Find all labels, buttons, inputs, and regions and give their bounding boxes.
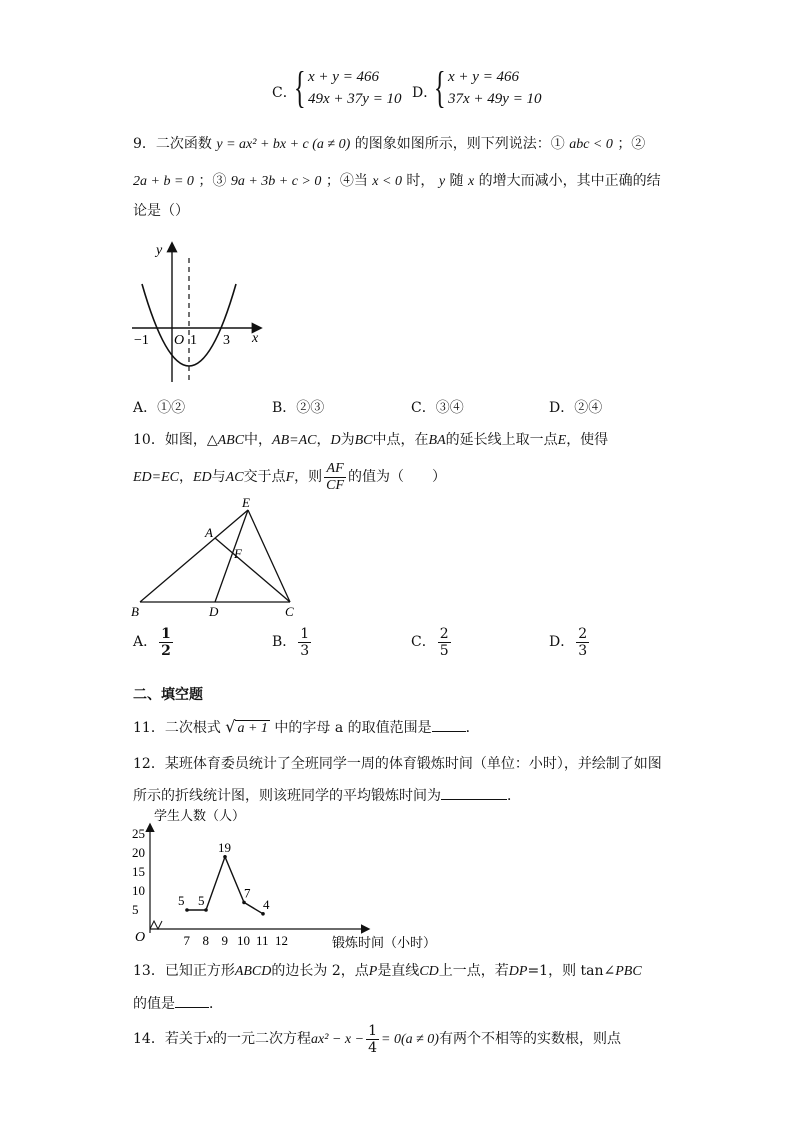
q8-option-d-system [448,66,542,110]
brace-icon: { [434,63,446,112]
q14-text: 的一元二次方程 [213,1031,312,1047]
q9-formula: y = ax² + bx + c (a ≠ 0) [216,137,351,152]
option-label: B． [272,634,297,650]
data-point [223,855,227,859]
fraction-numerator: AF [324,461,346,478]
origin-label: O [174,333,185,348]
axis-break-icon [150,921,162,929]
q10-text: 与 [211,469,226,485]
q11-line [133,717,480,739]
q9-var-y: y [438,174,446,189]
q11-text: 中的字母 a 的取值范围是 [274,720,432,736]
q12-line1: 12．某班体育委员统计了全班同学一周的体育锻炼时间（单位：小时），并绘制了如图 [133,756,662,772]
q9-text: ；④当 [325,173,368,189]
q10-point-e: E [557,433,567,448]
q8-option-c-system [308,66,402,110]
x-tick-label: 10 [237,933,250,948]
y-axis-label: y [156,243,163,258]
q10-ratio-fraction [324,461,346,494]
option-label: C． [411,634,436,650]
y-tick-label: 10 [132,883,145,898]
brace-icon: { [294,63,306,112]
q10-option-a[interactable] [133,624,175,660]
fraction-numerator: 2 [439,625,449,642]
q13-text: 的值是 [133,996,175,1012]
x-tick-label: 7 [183,933,190,948]
q10-triangle: △ABC [206,433,245,448]
q10-text: 为 [340,432,355,448]
q13-square: ABCD [234,964,272,979]
q14-line1 [133,1021,621,1058]
q9-condition: x < 0 [372,174,402,189]
q9-text: ；② [617,136,646,152]
x-tick-label: 9 [221,933,228,948]
option-fraction [298,626,311,659]
q12-text: ． [507,788,521,804]
label-b: B [131,604,139,619]
q13-angle: PBC [615,964,642,979]
q8-option-d-eq2: 37x + 49y = 10 [448,91,542,107]
q9-option-d[interactable]: D．②④ [549,400,603,416]
q13-text: 的边长为 2，点 [271,963,369,979]
data-label: 4 [263,896,270,912]
q10-text: 中点，在 [372,432,429,448]
option-fraction [159,626,173,659]
y-tick-label: 20 [132,845,145,860]
q10-text: ， [179,469,193,485]
q10-segment-bc: BC [354,433,373,448]
q9-parabola-graph [128,238,268,388]
q12-text: 所示的折线统计图，则该班同学的平均锻炼时间为 [133,788,441,804]
q13-line-cd: CD [419,964,439,979]
fraction-denominator: 4 [368,1039,377,1056]
fraction-numerator: 1 [368,1022,377,1039]
q9-text: 的图象如图所示，则下列说法：① [354,136,565,152]
q10-text: 10．如图， [133,432,207,448]
q8-option-d-eq1: x + y = 466 [448,69,520,85]
data-point [204,908,208,912]
q10-given: ED=EC [133,470,179,485]
q10-text: 的值为（ ） [348,469,447,485]
q9-statement-2: 2a + b = 0 [133,174,194,189]
data-point [185,908,189,912]
tick-3: 3 [223,333,230,348]
q13-line2 [133,993,223,1014]
q14-fraction [366,1023,379,1056]
label-f: F [234,546,242,561]
q14-equation: = 0(a ≠ 0) [381,1032,439,1047]
q9-option-a[interactable]: A．①② [133,400,186,416]
q14-text: 14．若关于 [133,1031,207,1047]
q9-var-x: x [467,174,475,189]
q13-answer-blank[interactable] [175,993,209,1008]
option-label: A． [133,634,158,650]
q9-line2 [133,171,661,192]
q11-text: 11．二次根式 [133,720,221,736]
q13-text: 是直线 [377,963,420,979]
x-tick-label: 8 [202,933,209,948]
q9-option-b[interactable]: B．②③ [272,400,325,416]
fraction-numerator: 1 [161,625,171,642]
chart-xlabel: 锻炼时间（小时） [332,935,437,950]
chart-origin: O [135,930,146,945]
q12-answer-blank[interactable] [441,785,507,800]
radical-sign-icon: √ [225,717,236,736]
label-d: D [209,604,219,619]
q10-text: 中， [244,432,273,448]
q13-text: ． [209,996,223,1012]
q10-line1 [133,430,608,451]
fraction-denominator: 5 [439,642,449,659]
option-fraction [576,626,589,659]
data-label: 7 [244,885,251,901]
q10-segment-ba: BA [428,433,446,448]
q10-text: ， [316,432,331,448]
q9-statement-1: abc < 0 [569,137,613,152]
q10-text: ，则 [294,469,323,485]
q12-line-chart [128,803,448,953]
fraction-denominator: 3 [300,642,310,659]
q8-option-d-label: D． [412,85,438,101]
q10-point-f: F [285,470,295,485]
q9-text: 随 [449,173,464,189]
q13-text: 上一点，若 [438,963,509,979]
q10-option-c[interactable] [411,624,453,660]
q9-text: 9．二次函数 [133,136,212,152]
fraction-denominator: CF [326,477,345,493]
q8-option-c-eq2: 49x + 37y = 10 [308,91,402,107]
q9-text: 时， [406,173,435,189]
q14-var-x: x [206,1032,214,1047]
fraction-numerator: 2 [578,625,588,642]
label-c: C [285,604,294,619]
data-label: 5 [198,893,205,908]
data-label: 5 [178,893,185,908]
q10-text: 交于点 [243,469,286,485]
tick-1: 1 [190,333,197,348]
q10-line2 [133,459,446,496]
q11-radicand: a + 1 [237,721,268,736]
q13-point-p: P [368,964,378,979]
q10-given: AB=AC [272,433,317,448]
q11-answer-blank[interactable] [432,717,466,732]
option-label: D． [549,634,575,650]
label-a: A [205,525,213,540]
q9-line1 [133,134,645,155]
fraction-denominator: 3 [578,642,588,659]
q14-text: 有两个不相等的实数根，则点 [438,1031,621,1047]
tick-neg1: −1 [134,333,149,348]
data-label: 19 [218,839,231,855]
q13-segment-dp: DP [508,964,528,979]
chart-ylabel: 学生人数（人） [154,808,246,823]
q13-text: =1，则 tan∠ [527,963,616,979]
q13-text: 13．已知正方形 [133,963,235,979]
y-tick-label: 25 [132,826,145,841]
x-axis-label: x [252,331,259,346]
section-title: 二、填空题 [133,687,203,703]
data-point [261,912,265,916]
label-e: E [242,495,250,510]
q10-text: 的延长线上取一点 [445,432,558,448]
q9-option-c[interactable]: C．③④ [411,400,464,416]
q9-line3: 论是（） [133,203,189,219]
x-tick-label: 11 [256,933,269,948]
q10-text: ，使得 [566,432,609,448]
q8-option-c-eq1: x + y = 466 [308,69,380,85]
q14-equation: ax² − x − [311,1032,365,1047]
q10-segment-ac: AC [225,470,244,485]
q10-point-d: D [330,433,341,448]
q9-text: ；③ [198,173,227,189]
q9-text: 的增大而减小，其中正确的结 [478,173,661,189]
q10-triangle-figure [128,494,308,620]
q10-option-b[interactable] [272,624,313,660]
y-tick-label: 5 [132,902,139,917]
segment-ec [248,510,290,602]
q8-option-c-label: C． [272,85,297,101]
q10-segment-ed: ED [193,470,212,485]
fraction-numerator: 1 [300,625,310,642]
fraction-denominator: 2 [161,642,171,659]
x-tick-label: 12 [275,933,288,948]
q10-option-d[interactable] [549,624,591,660]
y-tick-label: 15 [132,864,145,879]
q13-line1 [133,961,642,982]
q11-text: ． [465,720,480,736]
q9-statement-3: 9a + 3b + c > 0 [230,174,322,189]
option-fraction [438,626,451,659]
data-point [242,901,246,905]
